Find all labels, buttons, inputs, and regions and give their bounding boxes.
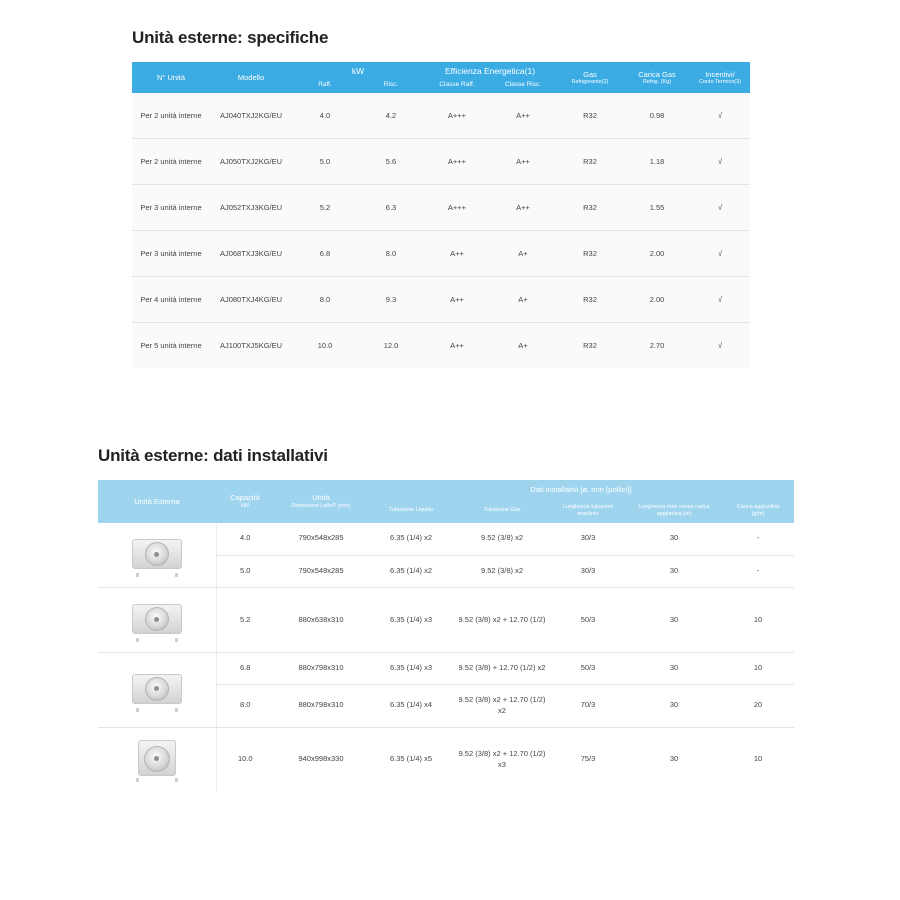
cell-tubazione-liquido: 6.35 (1/4) x3: [368, 653, 454, 685]
cell-modello: AJ068TXJ3KG/EU: [210, 231, 292, 277]
cell-incentivi: √: [690, 277, 750, 323]
th-modello: Modello: [210, 62, 292, 93]
th-gas-label: Gas: [583, 69, 597, 79]
th-unita-sub: Dimensioni LxAxP (mm): [291, 502, 351, 509]
cell-unita: Per 5 unità interne: [132, 323, 210, 369]
th-kw: kW: [292, 62, 424, 79]
cell-classe-risc: A+: [490, 231, 556, 277]
cell-raff: 10.0: [292, 323, 358, 369]
cell-modello: AJ050TXJ2KG/EU: [210, 139, 292, 185]
cell-modello: AJ040TXJ2KG/EU: [210, 93, 292, 139]
cell-lunghezza: 75/3: [580, 754, 596, 764]
cell-dimensioni: 880x798x310: [274, 684, 368, 727]
th-incentivi-sub: Conto Termico(3): [698, 78, 742, 85]
cell-capacita: 5.0: [216, 555, 274, 588]
th-carica-agg-sub: (g/m): [751, 510, 765, 517]
cell-unita: Per 4 unità interne: [132, 277, 210, 323]
outdoor-unit-image-cell: [98, 653, 216, 728]
th-tubazione-gas-label: Tubazione Gas: [483, 507, 521, 514]
th-capacita: [216, 480, 274, 523]
specifiche-table-head: [132, 62, 750, 93]
cell-unita: Per 2 unità interne: [132, 93, 210, 139]
cell-tubazione-liquido: 6.35 (1/4) x2: [368, 555, 454, 588]
th-unita-label: Unità: [312, 493, 330, 503]
cell-gas: R32: [556, 139, 624, 185]
cell-tubazione-gas: 9.52 (3/8) x2: [454, 523, 550, 555]
cell-carica-aggiuntiva: 20: [722, 684, 794, 727]
outdoor-unit-small-icon: [128, 533, 186, 577]
th-unita-esterna: Unità Esterna: [98, 480, 216, 523]
unit-fan: [145, 607, 169, 631]
cell-tubazione-liquido: 6.35 (1/4) x4: [368, 684, 454, 727]
th-gas: [556, 62, 624, 93]
cell-carica-aggiuntiva: 10: [722, 653, 794, 685]
th-numero-unita: N° Unità: [132, 62, 210, 93]
cell-incentivi: √: [690, 93, 750, 139]
cell-dimensioni: 790x548x285: [274, 523, 368, 555]
th-unita-dim: [274, 480, 368, 523]
outdoor-unit-image-cell: [98, 523, 216, 588]
cell-risc: 6.3: [358, 185, 424, 231]
cell-incentivi: √: [690, 139, 750, 185]
table-row: [132, 231, 750, 277]
th-kw-risc: Risc.: [358, 79, 424, 93]
cell-carica-aggiuntiva: -: [722, 555, 794, 588]
cell-lunghezza: 30/3: [550, 523, 626, 555]
th-tubazione-liquido-label: Tubazione Liquido: [388, 507, 434, 514]
th-dati-installativi: Dati installativi [ø, mm (pollici)]: [368, 480, 794, 499]
cell-tubazione-liquido: 6.35 (1/4) x3: [368, 588, 454, 653]
th-kw-raff: Raff.: [292, 79, 358, 93]
cell-risc: 9.3: [358, 277, 424, 323]
cell-classe-risc: A++: [490, 139, 556, 185]
cell-classe-raff: A++: [424, 231, 490, 277]
cell-tubazione-gas: 9.52 (3/8) x2: [454, 555, 550, 588]
dati-table-head: [98, 480, 794, 523]
outdoor-unit-image-cell: [98, 588, 216, 653]
th-lunghezza-max-label: Lunghezza max senza carica: [638, 503, 710, 510]
cell-capacita: 4.0: [216, 523, 274, 555]
cell-tubazione-gas: 9.52 (3/8) + 12.70 (1/2) x2: [454, 653, 550, 685]
table-row: [98, 588, 794, 653]
cell-risc: 4.2: [358, 93, 424, 139]
cell-incentivi: √: [690, 231, 750, 277]
th-classe-raff: Classe Raff.: [424, 79, 490, 93]
unit-feet: [136, 638, 178, 642]
th-lunghezza-sub: max/min: [577, 510, 599, 517]
cell-carica-aggiuntiva: 10: [753, 754, 763, 764]
cell-raff: 4.0: [292, 93, 358, 139]
cell-carica-aggiuntiva: -: [722, 523, 794, 555]
cell-dimensioni: 880x638x310: [274, 588, 368, 653]
th-capacita-sub: kW: [241, 502, 249, 509]
th-lunghezza-max: [626, 499, 722, 523]
section-specifiche: [132, 28, 752, 368]
cell-classe-risc: A++: [490, 93, 556, 139]
th-carica-aggiuntiva: [722, 499, 794, 523]
th-efficienza-energetica: Efficienza Energetica(1): [424, 62, 556, 79]
unit-fan: [145, 677, 169, 701]
specifiche-table-body: [132, 93, 750, 368]
cell-modello: AJ080TXJ4KG/EU: [210, 277, 292, 323]
cell-modello: AJ100TXJ5KG/EU: [210, 323, 292, 369]
cell-carica: 2.70: [624, 323, 690, 369]
cell-gas: R32: [556, 277, 624, 323]
cell-tubazione-gas: 9.52 (3/8) x2 + 12.70 (1/2) x2: [454, 684, 550, 727]
cell-capacita: 10.0: [237, 754, 253, 764]
cell-classe-raff: A++: [424, 277, 490, 323]
table-row: [132, 93, 750, 139]
cell-lunghezza-max: 30: [626, 555, 722, 588]
dati-installativi-table: [98, 480, 794, 792]
outdoor-unit-medium-icon: [128, 598, 186, 642]
cell-lunghezza: 30/3: [550, 555, 626, 588]
outdoor-unit-xlarge-icon: [128, 738, 186, 782]
table-row: [132, 139, 750, 185]
cell-carica-aggiuntiva: 10: [722, 588, 794, 653]
cell-classe-raff: A++: [424, 323, 490, 369]
unit-feet: [136, 778, 178, 782]
section-dati-installativi: [98, 446, 794, 792]
cell-risc: 8.0: [358, 231, 424, 277]
cell-raff: 8.0: [292, 277, 358, 323]
cell-classe-raff: A+++: [424, 185, 490, 231]
unit-fan: [145, 542, 169, 566]
cell-capacita: 6.8: [216, 653, 274, 685]
cell-lunghezza-max: 30: [626, 684, 722, 727]
th-lunghezza-label: Lunghezza tubazioni: [562, 503, 614, 510]
table-row: [132, 185, 750, 231]
cell-capacita: 8.0: [216, 684, 274, 727]
cell-tubazione-gas: 9.52 (3/8) x2 + 12.70 (1/2) x3: [458, 748, 546, 769]
cell-dimensioni: 940x998x330: [298, 754, 344, 764]
cell-unita: Per 3 unità interne: [132, 231, 210, 277]
cell-tubazione-liquido: 6.35 (1/4) x5: [389, 754, 433, 764]
cell-lunghezza: 50/3: [550, 653, 626, 685]
cell-carica: 1.55: [624, 185, 690, 231]
table-row: [98, 653, 794, 685]
unit-fan: [144, 746, 170, 772]
cell-incentivi: √: [690, 185, 750, 231]
cell-carica: 2.00: [624, 277, 690, 323]
cell-risc: 12.0: [358, 323, 424, 369]
th-incentivi-label: Incentivi/: [705, 69, 735, 79]
unit-feet: [136, 573, 178, 577]
unit-feet: [136, 708, 178, 712]
th-carica-agg-label: Carica aggiuntiva: [736, 503, 780, 510]
cell-raff: 5.2: [292, 185, 358, 231]
cell-dimensioni: 790x548x285: [274, 555, 368, 588]
section-2-title: Unità esterne: dati installativi: [98, 446, 328, 465]
cell-lunghezza-max: 30: [626, 523, 722, 555]
cell-classe-risc: A+: [490, 323, 556, 369]
th-lunghezza-max-sub: aggiuntiva (m): [656, 510, 692, 517]
cell-lunghezza-max: 30: [626, 653, 722, 685]
th-classe-risc: Classe Risc.: [490, 79, 556, 93]
cell-dimensioni: 880x798x310: [274, 653, 368, 685]
cell-lunghezza-max: 30: [669, 754, 679, 764]
cell-raff: 5.0: [292, 139, 358, 185]
table-row: [132, 277, 750, 323]
cell-carica: 2.00: [624, 231, 690, 277]
cell-carica: 1.18: [624, 139, 690, 185]
cell-classe-raff: A+++: [424, 93, 490, 139]
cell-lunghezza-max: 30: [626, 588, 722, 653]
table-row: [132, 323, 750, 369]
th-incentivi: [690, 62, 750, 93]
th-gas-sub: Refrigerante(2): [571, 78, 609, 85]
cell-classe-risc: A++: [490, 185, 556, 231]
cell-tubazione-gas: 9.52 (3/8) x2 + 12.70 (1/2): [454, 588, 550, 653]
th-tubazione-gas: [454, 499, 550, 523]
cell-gas: R32: [556, 93, 624, 139]
cell-gas: R32: [556, 231, 624, 277]
cell-unita: Per 3 unità interne: [132, 185, 210, 231]
cell-incentivi: √: [690, 323, 750, 369]
cell-raff: 6.8: [292, 231, 358, 277]
th-carica-label: Carica Gas: [638, 69, 676, 79]
outdoor-unit-image-cell: [98, 727, 216, 792]
cell-capacita: 5.2: [216, 588, 274, 653]
dati-table-body: [98, 523, 794, 792]
cell-gas: R32: [556, 323, 624, 369]
cell-classe-risc: A+: [490, 277, 556, 323]
table-row: [98, 727, 794, 792]
cell-gas: R32: [556, 185, 624, 231]
outdoor-unit-large-icon: [128, 668, 186, 712]
section-1-title: Unità esterne: specifiche: [132, 28, 329, 47]
table-row: [98, 523, 794, 555]
specifiche-table: [132, 62, 750, 368]
cell-modello: AJ052TXJ3KG/EU: [210, 185, 292, 231]
th-carica-sub: Refrig. (Kg): [642, 78, 672, 85]
cell-lunghezza: 70/3: [550, 684, 626, 727]
th-carica-gas: [624, 62, 690, 93]
cell-tubazione-liquido: 6.35 (1/4) x2: [368, 523, 454, 555]
th-tubazione-liquido: [368, 499, 454, 523]
cell-classe-raff: A+++: [424, 139, 490, 185]
cell-risc: 5.6: [358, 139, 424, 185]
cell-lunghezza: 50/3: [550, 588, 626, 653]
cell-unita: Per 2 unità interne: [132, 139, 210, 185]
cell-carica: 0.98: [624, 93, 690, 139]
th-lunghezza-tubazioni: [550, 499, 626, 523]
th-capacita-label: Capacità: [230, 493, 260, 503]
